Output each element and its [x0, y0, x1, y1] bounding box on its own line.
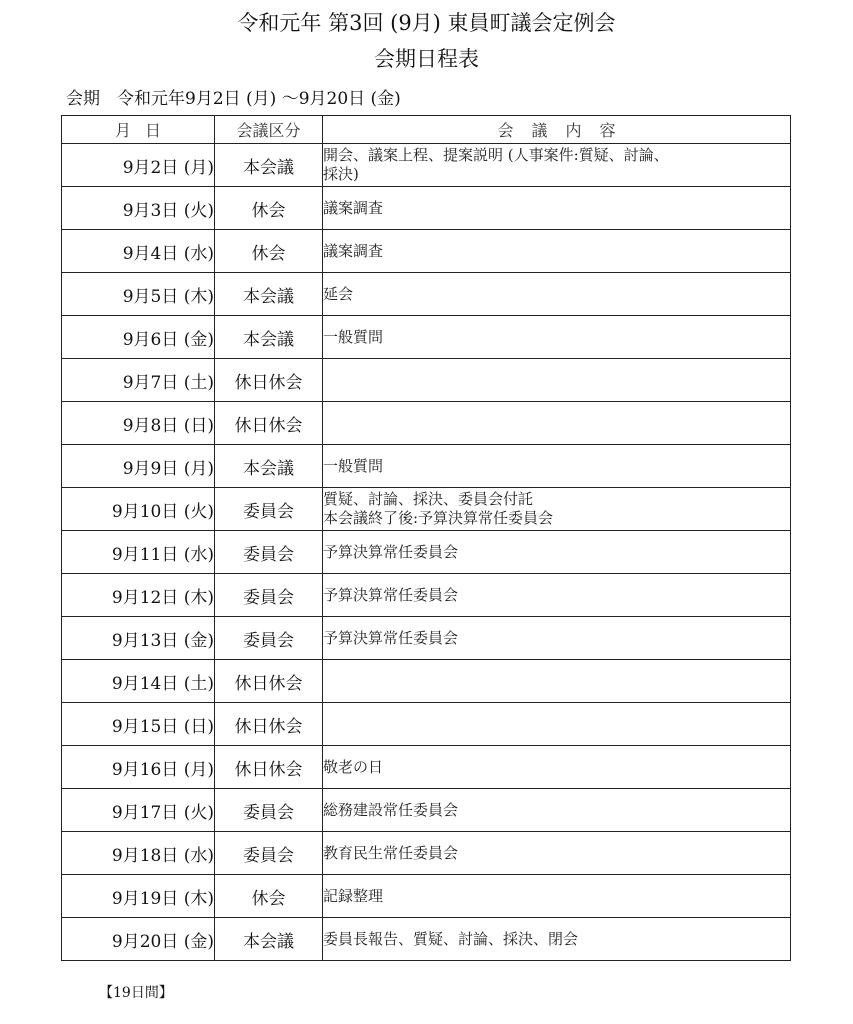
- content-cell: [323, 660, 791, 703]
- content-cell: [323, 574, 791, 617]
- content-cell: [323, 875, 791, 918]
- table-row: [62, 445, 791, 488]
- session-type-cell: 休日休会: [215, 746, 323, 789]
- date-cell: 9月16日 (月): [62, 746, 215, 789]
- date-cell: 9月10日 (火): [62, 488, 215, 531]
- date-cell: 9月4日 (水): [62, 230, 215, 273]
- content-line: 質疑、討論、採決、委員会付託: [323, 490, 534, 508]
- content-line: 本会議終了後:予算決算常任委員会: [323, 509, 554, 527]
- content-cell: [323, 144, 791, 187]
- content-line: 予算決算常任委員会: [323, 542, 459, 561]
- content-line: 一般質問: [323, 456, 384, 475]
- date-cell: 9月12日 (木): [62, 574, 215, 617]
- schedule-body: [62, 144, 791, 961]
- session-type-cell: 委員会: [215, 488, 323, 531]
- content-line: 開会、議案上程、提案説明 (人事案件:質疑、討論、: [323, 146, 669, 164]
- session-type-cell: 本会議: [215, 918, 323, 961]
- content-line: 議案調査: [323, 241, 384, 260]
- column-header-date: 月日: [62, 116, 215, 144]
- table-row: [62, 875, 791, 918]
- content-line: 一般質問: [323, 327, 384, 346]
- table-row: [62, 660, 791, 703]
- date-cell: 9月11日 (水): [62, 531, 215, 574]
- session-period: 会期 令和元年9月2日 (月) ～9月20日 (金): [66, 89, 401, 109]
- document-subtitle: 会期日程表: [374, 47, 479, 71]
- content-cell: [323, 531, 791, 574]
- content-cell: [323, 359, 791, 402]
- session-type-cell: 本会議: [215, 273, 323, 316]
- session-type-cell: 本会議: [215, 445, 323, 488]
- date-cell: 9月8日 (日): [62, 402, 215, 445]
- schedule-table: [61, 115, 791, 961]
- date-cell: 9月7日 (土): [62, 359, 215, 402]
- date-cell: 9月9日 (月): [62, 445, 215, 488]
- session-type-cell: 休日休会: [215, 359, 323, 402]
- content-cell: [323, 918, 791, 961]
- content-line: 予算決算常任委員会: [323, 628, 459, 647]
- table-row: [62, 359, 791, 402]
- table-row: [62, 703, 791, 746]
- content-cell: [323, 789, 791, 832]
- date-cell: 9月5日 (木): [62, 273, 215, 316]
- date-cell: 9月17日 (火): [62, 789, 215, 832]
- table-row: [62, 187, 791, 230]
- date-cell: 9月3日 (火): [62, 187, 215, 230]
- table-row: [62, 316, 791, 359]
- session-type-cell: 休会: [215, 875, 323, 918]
- content-cell: [323, 402, 791, 445]
- table-row: [62, 617, 791, 660]
- session-type-cell: 休会: [215, 187, 323, 230]
- session-type-cell: 本会議: [215, 144, 323, 187]
- session-type-cell: 休日休会: [215, 402, 323, 445]
- content-line: 教育民生常任委員会: [323, 843, 459, 862]
- content-cell: [323, 316, 791, 359]
- content-line: 採決): [323, 165, 359, 183]
- content-cell: [323, 273, 791, 316]
- date-cell: 9月15日 (日): [62, 703, 215, 746]
- column-header-type: 会議区分: [215, 116, 323, 144]
- session-type-cell: 休日休会: [215, 660, 323, 703]
- session-type-cell: 休会: [215, 230, 323, 273]
- content-cell: [323, 703, 791, 746]
- session-type-cell: 委員会: [215, 832, 323, 875]
- content-line: 総務建設常任委員会: [323, 800, 459, 819]
- content-line: 記録整理: [323, 886, 384, 905]
- content-cell: [323, 445, 791, 488]
- session-type-cell: 委員会: [215, 531, 323, 574]
- date-cell: 9月18日 (水): [62, 832, 215, 875]
- table-row: [62, 918, 791, 961]
- session-type-cell: 委員会: [215, 574, 323, 617]
- session-type-cell: 本会議: [215, 316, 323, 359]
- total-days-note: 【19日間】: [99, 985, 173, 1001]
- content-cell: [323, 230, 791, 273]
- date-cell: 9月14日 (土): [62, 660, 215, 703]
- content-line: 延会: [323, 284, 354, 303]
- date-cell: 9月20日 (金): [62, 918, 215, 961]
- table-row: [62, 746, 791, 789]
- table-row: [62, 144, 791, 187]
- content-cell: [323, 617, 791, 660]
- session-type-cell: 休日休会: [215, 703, 323, 746]
- content-line: 予算決算常任委員会: [323, 585, 459, 604]
- session-type-cell: 委員会: [215, 617, 323, 660]
- date-cell: 9月2日 (月): [62, 144, 215, 187]
- session-type-cell: 委員会: [215, 789, 323, 832]
- table-row: [62, 230, 791, 273]
- document-title: 令和元年 第3回 (9月) 東員町議会定例会: [237, 11, 616, 35]
- content-line: 委員長報告、質疑、討論、採決、閉会: [323, 929, 579, 948]
- table-row: [62, 402, 791, 445]
- table-row: [62, 832, 791, 875]
- content-cell: [323, 832, 791, 875]
- table-row: [62, 789, 791, 832]
- content-line: 敬老の日: [323, 757, 384, 776]
- content-cell: [323, 488, 791, 531]
- table-row: [62, 273, 791, 316]
- column-header-content: 会議内容: [323, 116, 791, 144]
- date-cell: 9月6日 (金): [62, 316, 215, 359]
- date-cell: 9月19日 (木): [62, 875, 215, 918]
- content-cell: [323, 187, 791, 230]
- content-line: 議案調査: [323, 198, 384, 217]
- date-cell: 9月13日 (金): [62, 617, 215, 660]
- table-row: [62, 574, 791, 617]
- table-header-row: [62, 116, 791, 144]
- table-row: [62, 531, 791, 574]
- table-row: [62, 488, 791, 531]
- content-cell: [323, 746, 791, 789]
